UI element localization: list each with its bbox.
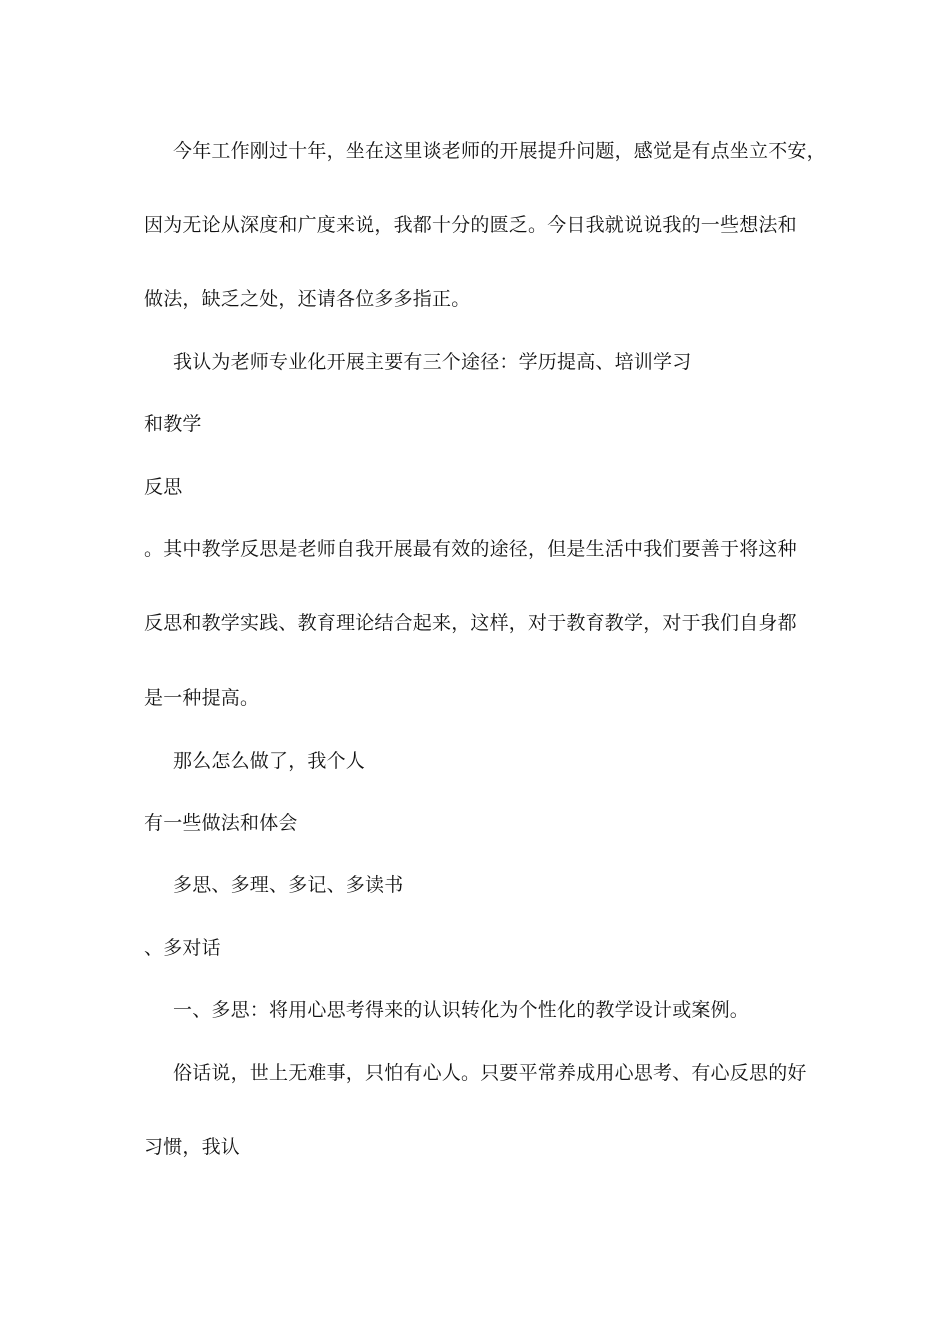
paragraph-line: 习惯，我认 [144, 1136, 241, 1158]
paragraph-line: 、多对话 [144, 937, 221, 959]
paragraph-line: 是一种提高。 [144, 687, 260, 709]
paragraph-line: 一、多思：将用心思考得来的认识转化为个性化的教学设计或案例。 [173, 999, 750, 1021]
paragraph-line: 。其中教学反思是老师自我开展最有效的途径，但是生活中我们要善于将这种 [144, 538, 797, 560]
paragraph-line: 那么怎么做了，我个人 [173, 750, 366, 772]
paragraph-line: 我认为老师专业化开展主要有三个途径：学历提高、培训学习 [173, 351, 692, 373]
paragraph-line: 做法，缺乏之处，还请各位多多指正。 [144, 288, 471, 310]
paragraph-line: 俗话说，世上无难事，只怕有心人。只要平常养成用心思考、有心反思的好 [173, 1062, 807, 1084]
paragraph-line: 反思 [144, 476, 183, 498]
paragraph-line: 因为无论从深度和广度来说，我都十分的匮乏。今日我就说说我的一些想法和 [144, 214, 797, 236]
paragraph-line: 多思、多理、多记、多读书 [173, 874, 404, 896]
paragraph-line: 有一些做法和体会 [144, 812, 298, 834]
paragraph-line: 今年工作刚过十年，坐在这里谈老师的开展提升问题，感觉是有点坐立不安， [173, 140, 826, 162]
paragraph-line: 反思和教学实践、教育理论结合起来，这样，对于教育教学，对于我们自身都 [144, 612, 797, 634]
paragraph-line: 和教学 [144, 413, 202, 435]
